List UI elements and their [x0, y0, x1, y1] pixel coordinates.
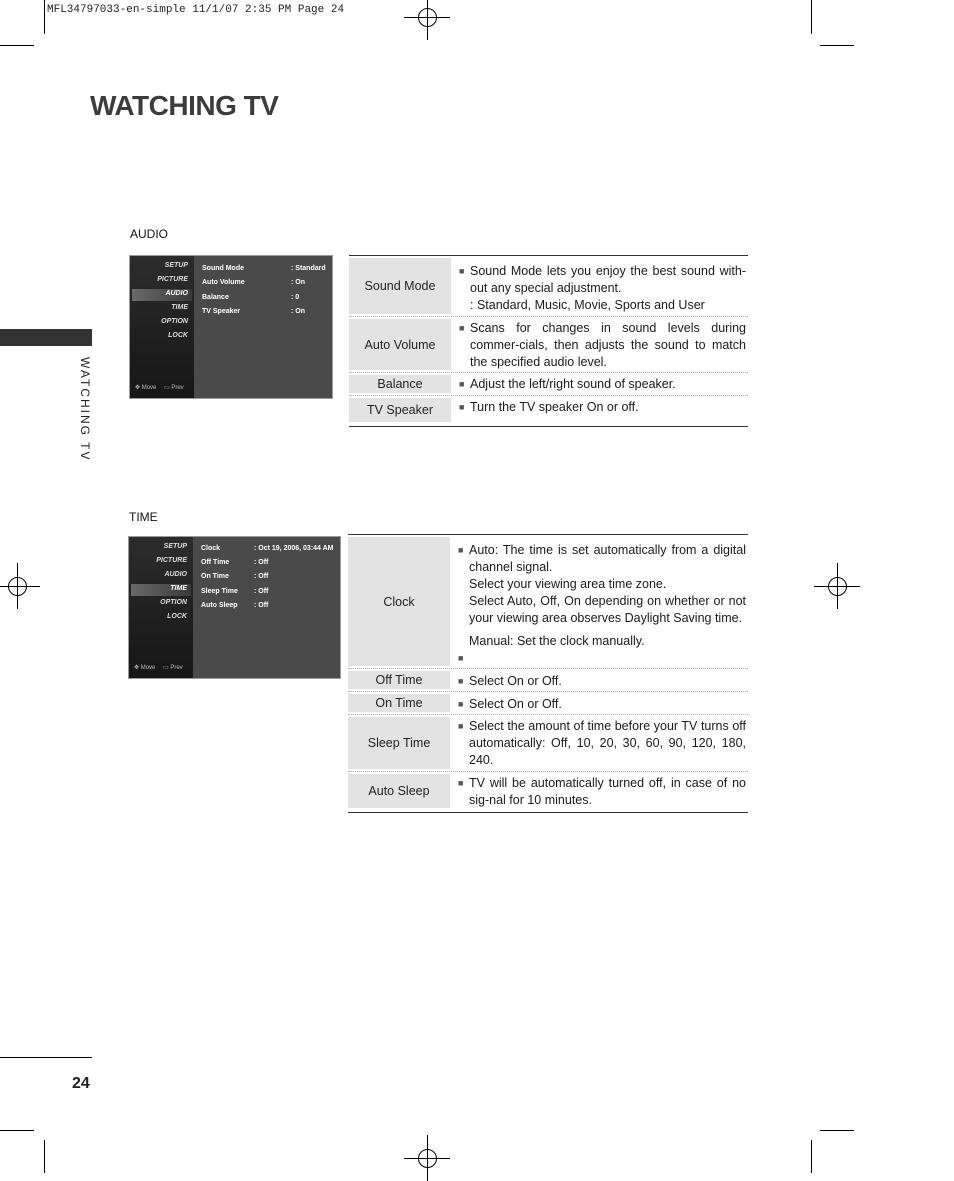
osd-row-name: Sound Mode	[202, 265, 244, 272]
osd-menu-item: PICTURE	[156, 557, 187, 564]
crop-mark	[0, 1130, 34, 1131]
page-number: 24	[72, 1075, 90, 1092]
osd-row-name: Off Time	[201, 559, 230, 566]
osd-move-label: Move	[140, 665, 156, 671]
crop-mark	[0, 45, 34, 46]
bullet-icon: ■	[458, 676, 464, 686]
osd-prev-label: Prev	[171, 385, 184, 391]
bullet-icon: ■	[458, 545, 464, 555]
print-header: MFL34797033-en-simple 11/1/07 2:35 PM Page 24	[47, 4, 345, 16]
row-description	[458, 542, 746, 663]
osd-menu-item: OPTION	[160, 599, 187, 606]
bullet-icon: ■	[459, 402, 465, 412]
registration-mark-icon	[822, 571, 852, 601]
desc-text: Manual: Set the clock manually.	[469, 634, 645, 648]
table-row	[348, 535, 748, 669]
registration-mark-icon	[2, 571, 32, 601]
osd-row-value: : Off	[254, 559, 269, 566]
osd-row-value: : Off	[254, 602, 269, 609]
crop-mark	[44, 1140, 45, 1173]
bullet-icon: ■	[458, 778, 464, 788]
osd-menu-item: SETUP	[163, 543, 187, 550]
osd-row-name: Balance	[202, 294, 229, 301]
table-row	[348, 669, 748, 692]
desc-text: Select On or Off.	[469, 674, 562, 688]
table-row	[349, 317, 748, 373]
row-label: Off Time	[348, 671, 450, 689]
registration-mark-icon	[412, 1143, 442, 1173]
osd-row-name: Auto Sleep	[201, 602, 238, 609]
row-description	[459, 399, 746, 416]
osd-menu-item-active: TIME	[170, 585, 187, 592]
osd-menu-item: LOCK	[167, 613, 187, 620]
osd-menu-item-active: AUDIO	[165, 290, 188, 297]
row-description	[458, 718, 746, 769]
row-description	[458, 673, 746, 690]
osd-menu-item: PICTURE	[157, 276, 188, 283]
osd-row-name: On Time	[201, 573, 229, 580]
osd-menu-item: TIME	[171, 304, 188, 311]
registration-mark-icon	[412, 2, 442, 32]
osd-menu-item: SETUP	[164, 262, 188, 269]
bullet-icon: ■	[459, 323, 465, 333]
osd-row-value: : Oct 19, 2006, 03:44 AM	[254, 545, 334, 552]
desc-text: Turn the TV speaker On or off.	[470, 400, 639, 414]
osd-move-hint: ✥ Move	[135, 385, 157, 391]
desc-text: Select Auto, Off, On depending on whether or not your viewing area observes Daylight Saving time.	[469, 594, 746, 625]
row-label: Sleep Time	[348, 717, 450, 769]
osd-row-name: Auto Volume	[202, 279, 245, 286]
page-title: WATCHING TV	[90, 90, 279, 121]
crop-mark	[44, 0, 45, 34]
row-label: Auto Volume	[349, 319, 451, 370]
osd-menu-item: AUDIO	[164, 571, 187, 578]
footer-rule	[0, 1057, 92, 1058]
table-row	[348, 772, 748, 810]
osd-prev-hint: ▭ Prev	[164, 385, 184, 391]
bullet-icon: ■	[459, 266, 465, 276]
bullet-icon: ■	[458, 653, 464, 663]
table-row	[349, 256, 748, 317]
osd-menu	[130, 256, 194, 398]
table-row	[348, 715, 748, 772]
desc-text: Sound Mode lets you enjoy the best sound with-out any special adjustment.	[470, 264, 746, 295]
osd-menu	[129, 537, 193, 678]
osd-row-value: : On	[291, 279, 305, 286]
row-description	[459, 320, 746, 371]
desc-text: Scans for changes in sound levels during commer-cials, then adjusts the sound to match the specified audio level.	[470, 321, 746, 369]
time-osd-screen	[128, 536, 341, 679]
osd-row-value: : Off	[254, 573, 269, 580]
osd-row-value: : Off	[254, 588, 269, 595]
desc-text: Select On or Off.	[469, 697, 562, 711]
desc-text: Adjust the left/right sound of speaker.	[470, 377, 676, 391]
audio-osd-screen	[129, 255, 333, 399]
audio-table	[349, 255, 748, 427]
osd-menu-item: OPTION	[161, 318, 188, 325]
time-section-label: TIME	[129, 510, 158, 524]
osd-menu-item: LOCK	[168, 332, 188, 339]
desc-text: TV will be automatically turned off, in case of no sig-nal for 10 minutes.	[469, 776, 746, 807]
row-description	[459, 376, 746, 393]
bullet-icon: ■	[459, 379, 465, 389]
osd-row-value: : On	[291, 308, 305, 315]
osd-row-name: Sleep Time	[201, 588, 238, 595]
osd-row-name: Clock	[201, 545, 221, 552]
row-label: On Time	[348, 694, 450, 712]
osd-prev-hint: ▭ Prev	[163, 665, 183, 671]
bullet-icon: ■	[458, 699, 464, 709]
row-label: Sound Mode	[349, 258, 451, 314]
osd-row-value: : Standard	[291, 265, 326, 272]
side-label: WATCHING TV	[78, 357, 92, 462]
desc-text: Select the amount of time before your TV turns off automatically: Off, 10, 20, 30, 60, 90, 120, 180, 240.	[469, 719, 746, 767]
row-label: Auto Sleep	[348, 774, 450, 808]
osd-move-hint: ✥ Move	[134, 665, 156, 671]
osd-prev-label: Prev	[170, 665, 183, 671]
audio-section-label: AUDIO	[130, 227, 169, 241]
desc-text: Select your viewing area time zone.	[469, 577, 667, 591]
side-tab	[0, 329, 92, 346]
table-row	[349, 396, 748, 424]
desc-text: Auto: The time is set automatically from a digital channel signal.	[469, 543, 746, 574]
table-row	[348, 692, 748, 715]
row-description	[458, 696, 746, 713]
table-row	[349, 373, 748, 396]
crop-mark	[820, 1130, 854, 1131]
row-description	[458, 775, 746, 809]
row-label: Balance	[349, 375, 451, 393]
time-table	[348, 534, 748, 813]
row-label: TV Speaker	[349, 398, 451, 422]
crop-mark	[811, 0, 812, 34]
bullet-icon: ■	[458, 721, 464, 731]
row-label: Clock	[348, 537, 450, 666]
desc-text: : Standard, Music, Movie, Sports and User	[470, 298, 705, 312]
crop-mark	[811, 1140, 812, 1173]
crop-mark	[820, 45, 854, 46]
osd-move-label: Move	[141, 385, 157, 391]
osd-row-name: TV Speaker	[202, 308, 241, 315]
row-description	[459, 263, 746, 314]
osd-row-value: : 0	[291, 294, 300, 301]
